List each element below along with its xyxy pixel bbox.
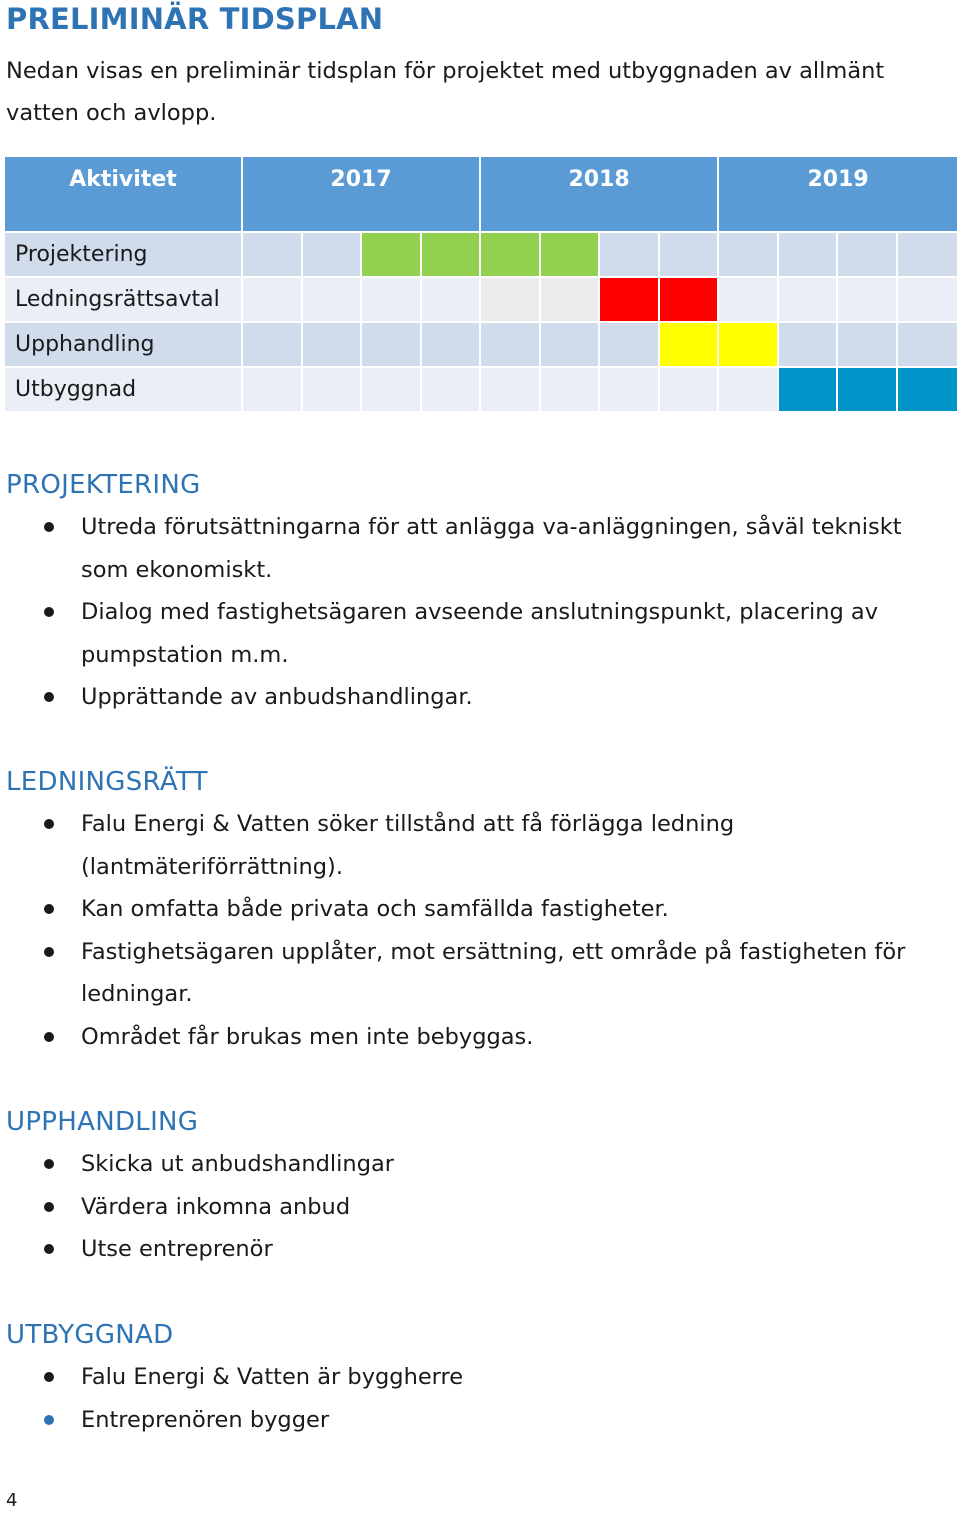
- list-item: Området får brukas men inte bebyggas.: [6, 1016, 956, 1059]
- gantt-cell: [541, 233, 601, 278]
- gantt-cell: [422, 278, 482, 323]
- gantt-cell: [600, 233, 660, 278]
- gantt-cell: [660, 368, 720, 413]
- gantt-row-utbyggnad: [5, 368, 957, 413]
- page-number: 4: [6, 1490, 18, 1511]
- list-item: Skicka ut anbudshandlingar: [6, 1143, 956, 1186]
- gantt-cell: [243, 323, 303, 368]
- gantt-cell: [660, 233, 720, 278]
- bullet-icon: [44, 904, 54, 914]
- list-item: Entreprenören bygger: [6, 1399, 956, 1442]
- gantt-cell: [779, 278, 839, 323]
- bullet-list: [6, 506, 956, 719]
- list-item: Falu Energi & Vatten är byggherre: [6, 1356, 956, 1399]
- gantt-cell: [898, 278, 958, 323]
- bullet-list: [6, 803, 956, 1058]
- gantt-cell: [481, 368, 541, 413]
- bullet-list: [6, 1356, 956, 1441]
- gantt-cell: [541, 368, 601, 413]
- gantt-cell: [898, 233, 958, 278]
- section-heading: UPPHANDLING: [6, 1107, 199, 1137]
- gantt-header-activity: Aktivitet: [5, 157, 243, 233]
- gantt-header-2019: 2019: [719, 157, 957, 233]
- list-item: Utse entreprenör: [6, 1228, 956, 1271]
- bullet-icon: [44, 522, 54, 532]
- gantt-cell: [660, 323, 720, 368]
- gantt-cell: [303, 368, 363, 413]
- bullet-list: [6, 1143, 956, 1271]
- bullet-icon: [44, 947, 54, 957]
- bullet-icon: [44, 692, 54, 702]
- bullet-icon: [44, 1159, 54, 1169]
- gantt-cell: [600, 368, 660, 413]
- gantt-header-2017: 2017: [243, 157, 481, 233]
- gantt-cell: [779, 368, 839, 413]
- gantt-activity-label: Projektering: [5, 233, 243, 278]
- section-heading: LEDNINGSRÄTT: [6, 767, 208, 797]
- gantt-cell: [600, 278, 660, 323]
- gantt-cell: [362, 233, 422, 278]
- gantt-cell: [243, 278, 303, 323]
- gantt-cell: [362, 368, 422, 413]
- list-item: Fastighetsägaren upplåter, mot ersättning, ett område på fastigheten för ledningar.: [6, 931, 956, 1016]
- section-projektering: [6, 470, 956, 719]
- gantt-cell: [541, 278, 601, 323]
- gantt-cell: [779, 233, 839, 278]
- gantt-body: [5, 233, 957, 413]
- page-title: PRELIMINÄR TIDSPLAN: [6, 2, 384, 36]
- gantt-cell: [422, 233, 482, 278]
- gantt-activity-label: Utbyggnad: [5, 368, 243, 413]
- list-item: Upprättande av anbudshandlingar.: [6, 676, 956, 719]
- gantt-cell: [481, 278, 541, 323]
- gantt-cell: [898, 323, 958, 368]
- bullet-icon: [44, 1372, 54, 1382]
- section-heading: UTBYGGNAD: [6, 1320, 174, 1350]
- gantt-cell: [838, 278, 898, 323]
- section-ledningsratt: [6, 767, 956, 1058]
- bullet-icon: [44, 819, 54, 829]
- gantt-cell: [243, 368, 303, 413]
- gantt-cell: [838, 368, 898, 413]
- gantt-cell: [779, 323, 839, 368]
- gantt-header-2018: 2018: [481, 157, 719, 233]
- gantt-cell: [362, 278, 422, 323]
- gantt-cell: [303, 323, 363, 368]
- gantt-header-row: [5, 157, 957, 233]
- gantt-cell: [719, 278, 779, 323]
- gantt-cell: [719, 368, 779, 413]
- gantt-cell: [838, 323, 898, 368]
- gantt-cell: [719, 233, 779, 278]
- gantt-cell: [541, 323, 601, 368]
- gantt-cell: [600, 323, 660, 368]
- bullet-icon: [44, 1202, 54, 1212]
- section-utbyggnad: [6, 1320, 956, 1441]
- section-heading: PROJEKTERING: [6, 470, 201, 500]
- gantt-schedule-table: [5, 157, 957, 413]
- gantt-cell: [362, 323, 422, 368]
- list-item: Utreda förutsättningarna för att anlägga va-anläggningen, såväl tekniskt som ekonomiskt.: [6, 506, 956, 591]
- gantt-cell: [719, 323, 779, 368]
- gantt-row-ledningsrattsavtal: [5, 278, 957, 323]
- bullet-icon: [44, 607, 54, 617]
- gantt-cell: [243, 233, 303, 278]
- list-item: Kan omfatta både privata och samfällda fastigheter.: [6, 888, 956, 931]
- gantt-cell: [303, 278, 363, 323]
- list-item: Värdera inkomna anbud: [6, 1186, 956, 1229]
- section-upphandling: [6, 1107, 956, 1271]
- intro-paragraph: Nedan visas en preliminär tidsplan för projektet med utbyggnaden av allmänt vatten och avlopp.: [6, 58, 885, 126]
- gantt-row-projektering: [5, 233, 957, 278]
- gantt-cell: [303, 233, 363, 278]
- list-item: Dialog med fastighetsägaren avseende anslutningspunkt, placering av pumpstation m.m.: [6, 591, 956, 676]
- gantt-row-upphandling: [5, 323, 957, 368]
- bullet-icon: [44, 1032, 54, 1042]
- gantt-cell: [660, 278, 720, 323]
- gantt-cell: [838, 233, 898, 278]
- gantt-cell: [422, 323, 482, 368]
- bullet-icon: [44, 1244, 54, 1254]
- gantt-cell: [898, 368, 958, 413]
- bullet-icon: [44, 1415, 54, 1425]
- gantt-cell: [481, 233, 541, 278]
- gantt-activity-label: Ledningsrättsavtal: [5, 278, 243, 323]
- list-item: Falu Energi & Vatten söker tillstånd att få förlägga ledning (lantmäteriförrättning).: [6, 803, 956, 888]
- gantt-cell: [481, 323, 541, 368]
- gantt-activity-label: Upphandling: [5, 323, 243, 368]
- gantt-cell: [422, 368, 482, 413]
